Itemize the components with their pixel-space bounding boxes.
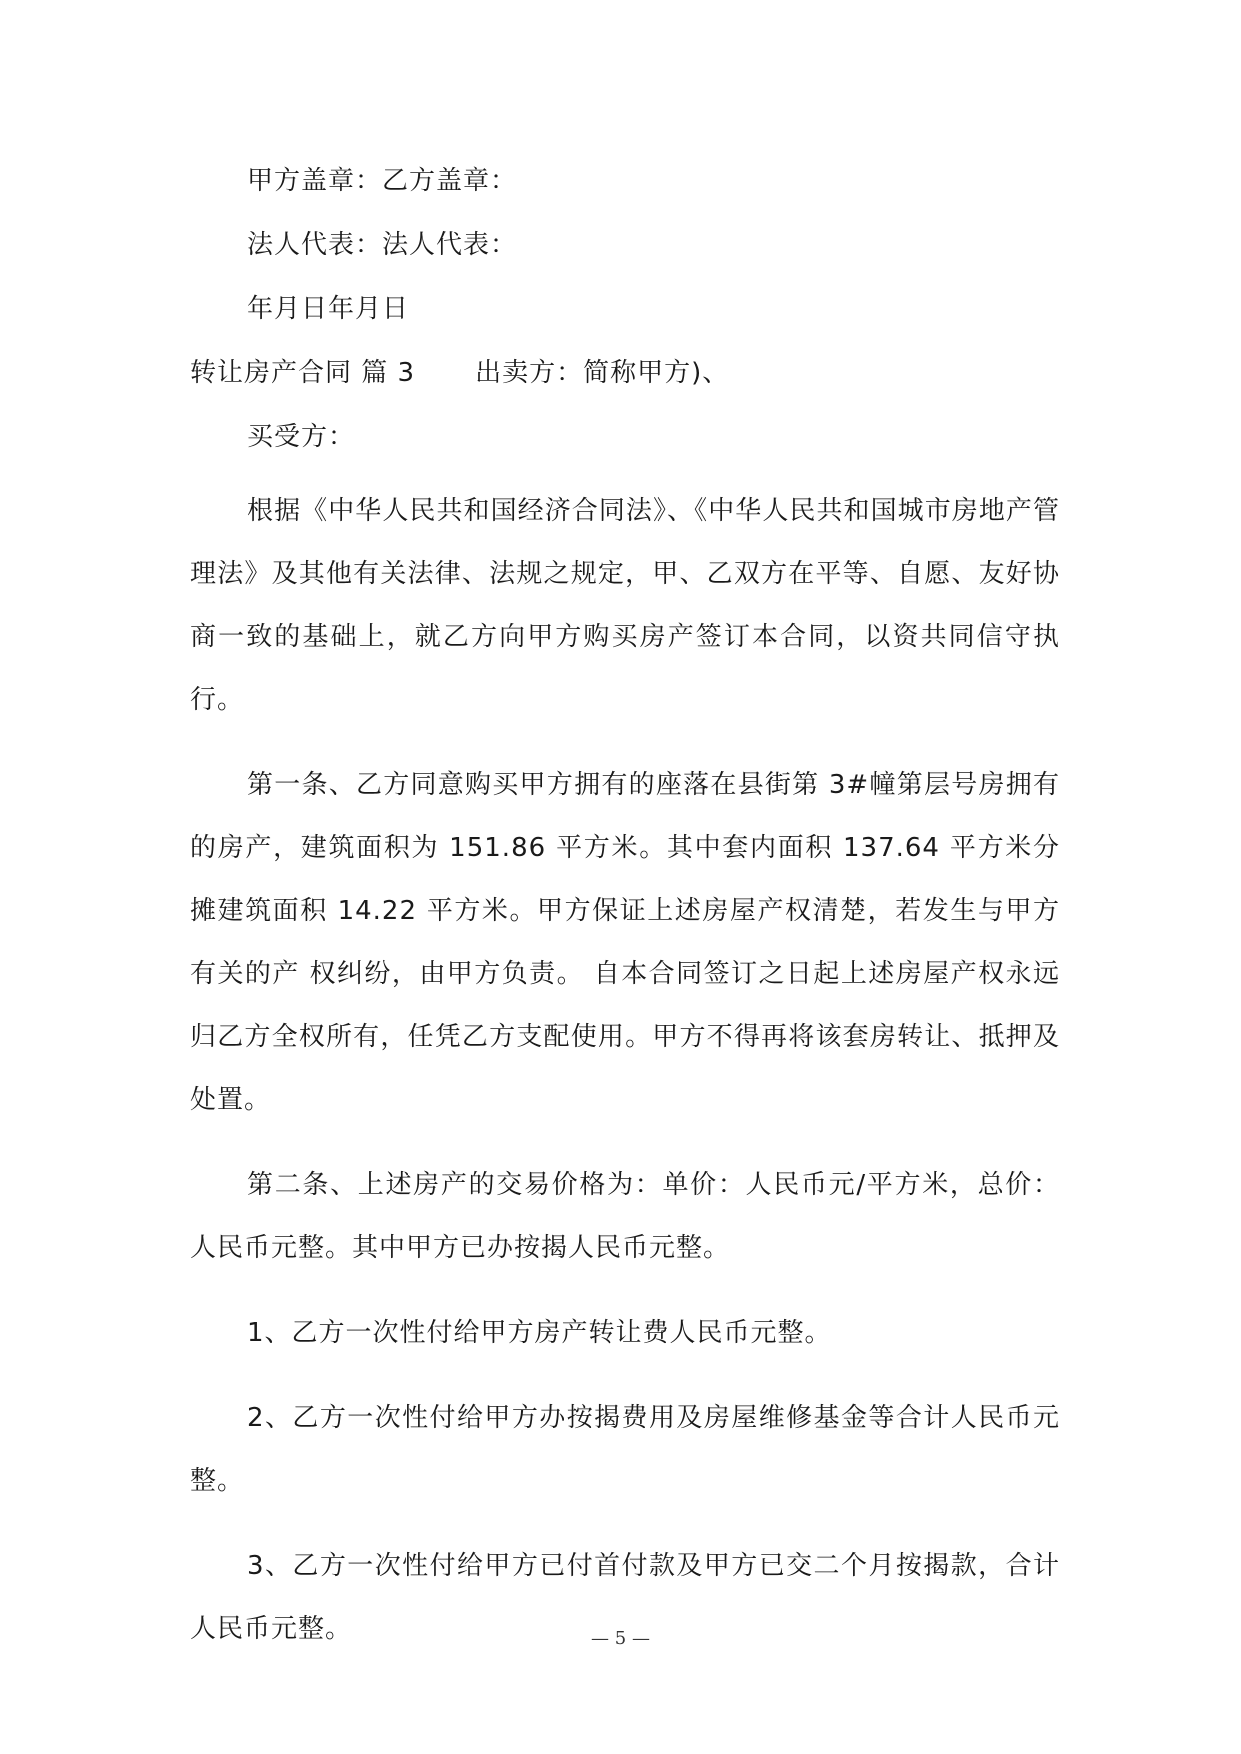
paragraph-item-3: 3、乙方一次性付给甲方已付首付款及甲方已交二个月按揭款，合计人民币元整。 <box>190 1551 1060 1644</box>
buyer-line: 买受方： <box>247 422 356 452</box>
paragraph-item-2: 2、乙方一次性付给甲方办按揭费用及房屋维修基金等合计人民币元整。 <box>190 1403 1060 1496</box>
contract-heading <box>190 352 1060 394</box>
contract-title: 转让房产合同 篇 3 <box>190 358 416 388</box>
page-number: — 5 — <box>591 1628 650 1649</box>
paragraph-item-1: 1、乙方一次性付给甲方房产转让费人民币元整。 <box>247 1318 832 1348</box>
seller-line: 出卖方：简称甲方)、 <box>475 358 730 388</box>
paragraph-article-2: 第二条、上述房产的交易价格为：单价：人民币元/平方米，总价：人民币元整。其中甲方已办按揭人民币元整。 <box>190 1170 1060 1263</box>
signature-line-seal: 甲方盖章：乙方盖章： <box>247 166 518 196</box>
paragraph-article-1: 第一条、乙方同意购买甲方拥有的座落在县街第 3#幢第层号房拥有的房产，建筑面积为 151.86 平方米。其中套内面积 137.64 平方米分摊建筑面积 14.22 平方米。甲方保证上述房屋产权清楚，若发生与甲方有关的产 权纠纷，由甲方负责。 自本合同签订之日起上述房屋产权永远归乙方全权所有，任凭乙方支配使用。甲方不得再将该套房转让、抵押及处置。 <box>190 770 1060 1115</box>
document-body <box>190 160 1060 1683</box>
signature-line-date: 年月日年月日 <box>247 294 410 324</box>
signature-line-representative: 法人代表：法人代表： <box>247 230 518 260</box>
paragraph-preamble: 根据《中华人民共和国经济合同法》、《中华人民共和国城市房地产管理法》及其他有关法律、法规之规定，甲、乙双方在平等、自愿、友好协商一致的基础上，就乙方向甲方购买房产签订本合同，以资共同信守执行。 <box>190 496 1060 715</box>
